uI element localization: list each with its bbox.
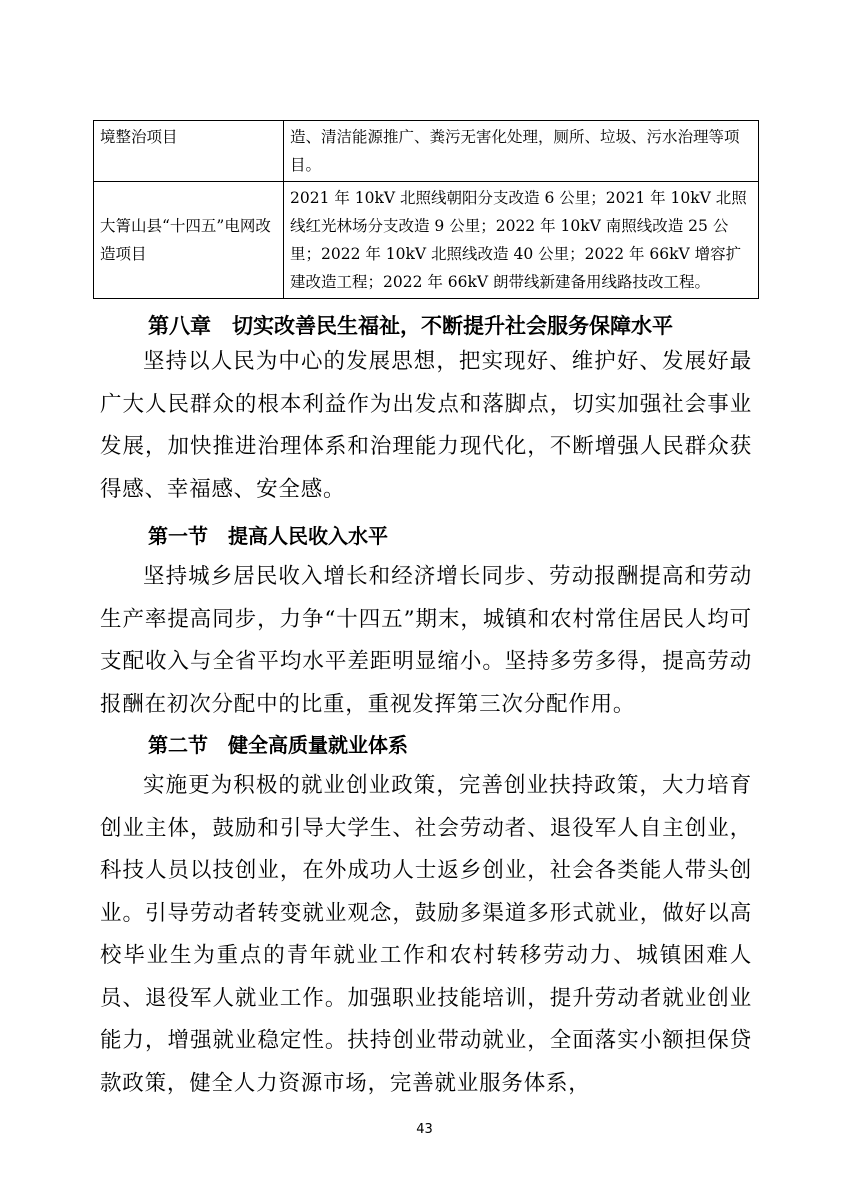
- section-title-employment: 第二节 健全高质量就业体系: [148, 733, 408, 757]
- section-income-paragraph: 坚持城乡居民收入增长和经济增长同步、劳动报酬提高和劳动生产率提高同步，力争“十四五”期末，城镇和农村常住居民人均可支配收入与全省平均水平差距明显缩小。坚持多劳多得，提高劳动报酬在初次分配中的比重，重视发挥第三次分配作用。: [100, 564, 752, 717]
- project-name-cell: 境整治项目: [94, 121, 284, 182]
- table-row: [94, 182, 759, 299]
- project-table: [93, 120, 759, 299]
- table-row: [94, 121, 759, 182]
- page-number: 43: [416, 1122, 433, 1137]
- section-title-income: 第一节 提高人民收入水平: [148, 524, 388, 548]
- chapter-intro-paragraph: 坚持以人民为中心的发展思想，把实现好、维护好、发展好最广大人民群众的根本利益作为出发点和落脚点，切实加强社会事业发展，加快推进治理体系和治理能力现代化，不断增强人民群众获得感、幸福感、安全感。: [100, 349, 752, 502]
- project-content-cell: 造、清洁能源推广、粪污无害化处理，厕所、垃圾、污水治理等项目。: [284, 121, 759, 182]
- project-name-cell: 大箐山县“十四五”电网改造项目: [94, 182, 284, 299]
- chapter-title: 第八章 切实改善民生福祉，不断提升社会服务保障水平: [148, 314, 673, 338]
- project-content-cell: 2021 年 10kV 北照线朝阳分支改造 6 公里；2021 年 10kV 北照线红光林场分支改造 9 公里；2022 年 10kV 南照线改造 25 公里；2022 年 10kV 北照线改造 40 公里；2022 年 66kV 增容扩建改造工程；2022 年 66kV 朗带线新建备用线路技改工程。: [284, 182, 759, 299]
- section-employment-paragraph: 实施更为积极的就业创业政策，完善创业扶持政策，大力培育创业主体，鼓励和引导大学生、社会劳动者、退役军人自主创业，科技人员以技创业，在外成功人士返乡创业，社会各类能人带头创业。引导劳动者转变就业观念，鼓励多渠道多形式就业，做好以高校毕业生为重点的青年就业工作和农村转移劳动力、城镇困难人员、退役军人就业工作。加强职业技能培训，提升劳动者就业创业能力，增强就业稳定性。扶持创业带动就业，全面落实小额担保贷款政策，健全人力资源市场，完善就业服务体系，: [100, 773, 752, 1096]
